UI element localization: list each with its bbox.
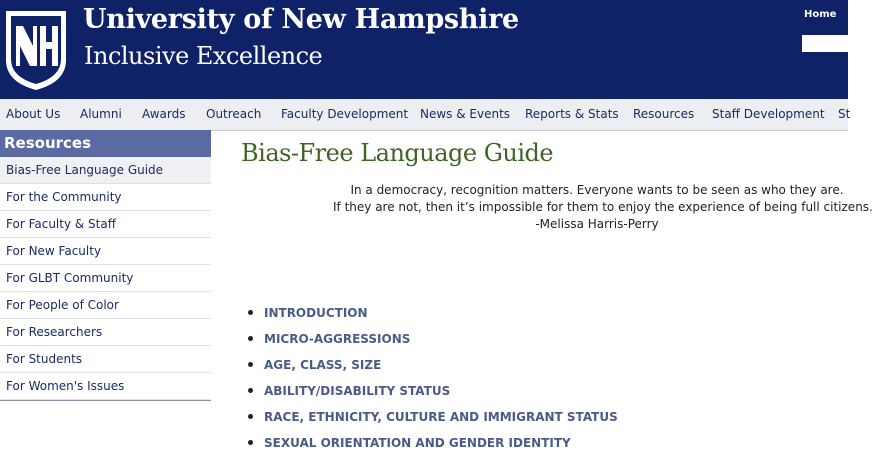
sidebar-item-glbt-community[interactable]: For GLBT Community xyxy=(0,265,211,292)
nav-item-awards[interactable]: Awards xyxy=(142,107,186,121)
unh-shield-logo-icon[interactable] xyxy=(3,8,69,92)
list-item xyxy=(248,381,618,407)
topic-link-introduction[interactable]: INTRODUCTION xyxy=(264,306,368,320)
site-title[interactable]: University of New Hampshire xyxy=(83,4,519,35)
list-item xyxy=(248,355,618,381)
nav-item-resources[interactable]: Resources xyxy=(633,107,695,121)
nav-item-truncated[interactable]: St xyxy=(838,107,851,121)
sidebar-item-students[interactable]: For Students xyxy=(0,346,211,373)
sidebar-header: Resources xyxy=(0,130,211,157)
site-subtitle[interactable]: Inclusive Excellence xyxy=(84,42,323,70)
list-item xyxy=(248,303,618,329)
nav-item-faculty-development[interactable]: Faculty Development xyxy=(281,107,409,121)
bullet-icon xyxy=(248,336,253,341)
sidebar-item-bias-free-language-guide[interactable]: Bias-Free Language Guide xyxy=(0,157,211,184)
quote-line-1: In a democracy, recognition matters. Everyone wants to be seen as who they are. xyxy=(350,183,844,197)
bullet-icon xyxy=(248,440,253,445)
nav-item-alumni[interactable]: Alumni xyxy=(80,107,122,121)
site-header xyxy=(0,0,848,99)
sidebar-item-new-faculty[interactable]: For New Faculty xyxy=(0,238,211,265)
sidebar-item-people-of-color[interactable]: For People of Color xyxy=(0,292,211,319)
topic-link-ability-disability[interactable]: ABILITY/DISABILITY STATUS xyxy=(264,384,451,398)
bullet-icon xyxy=(248,388,253,393)
sidebar-item-womens-issues[interactable]: For Women's Issues xyxy=(0,373,211,400)
sidebar-item-researchers[interactable]: For Researchers xyxy=(0,319,211,346)
topic-list xyxy=(248,303,618,459)
main-nav xyxy=(0,99,851,131)
home-link[interactable]: Home xyxy=(804,9,837,20)
topic-link-age-class-size[interactable]: AGE, CLASS, SIZE xyxy=(264,358,382,372)
topic-link-sexual-orientation[interactable]: SEXUAL ORIENTATION AND GENDER IDENTITY xyxy=(264,436,571,450)
sidebar-item-community[interactable]: For the Community xyxy=(0,184,211,211)
quote-line-2: If they are not, then it’s impossible for them to enjoy the experience of being full citizens. xyxy=(333,200,873,214)
nav-item-news-events[interactable]: News & Events xyxy=(420,107,511,121)
sidebar-item-faculty-staff[interactable]: For Faculty & Staff xyxy=(0,211,211,238)
search-input[interactable] xyxy=(802,35,848,52)
sidebar-divider xyxy=(0,400,211,401)
page-title: Bias-Free Language Guide xyxy=(241,139,554,167)
nav-item-staff-development[interactable]: Staff Development xyxy=(712,107,825,121)
nav-item-reports-stats[interactable]: Reports & Stats xyxy=(525,107,619,121)
list-item xyxy=(248,407,618,433)
bullet-icon xyxy=(248,414,253,419)
resources-sidebar xyxy=(0,130,211,401)
topic-link-micro-aggressions[interactable]: MICRO-AGGRESSIONS xyxy=(264,332,411,346)
list-item xyxy=(248,329,618,355)
list-item xyxy=(248,433,618,459)
quote-attribution: -Melissa Harris-Perry xyxy=(535,217,659,231)
topic-link-race-ethnicity[interactable]: RACE, ETHNICITY, CULTURE AND IMMIGRANT STATUS xyxy=(264,410,618,424)
quote-block xyxy=(333,182,873,233)
nav-item-about-us[interactable]: About Us xyxy=(6,107,61,121)
nav-item-outreach[interactable]: Outreach xyxy=(206,107,262,121)
bullet-icon xyxy=(248,310,253,315)
bullet-icon xyxy=(248,362,253,367)
